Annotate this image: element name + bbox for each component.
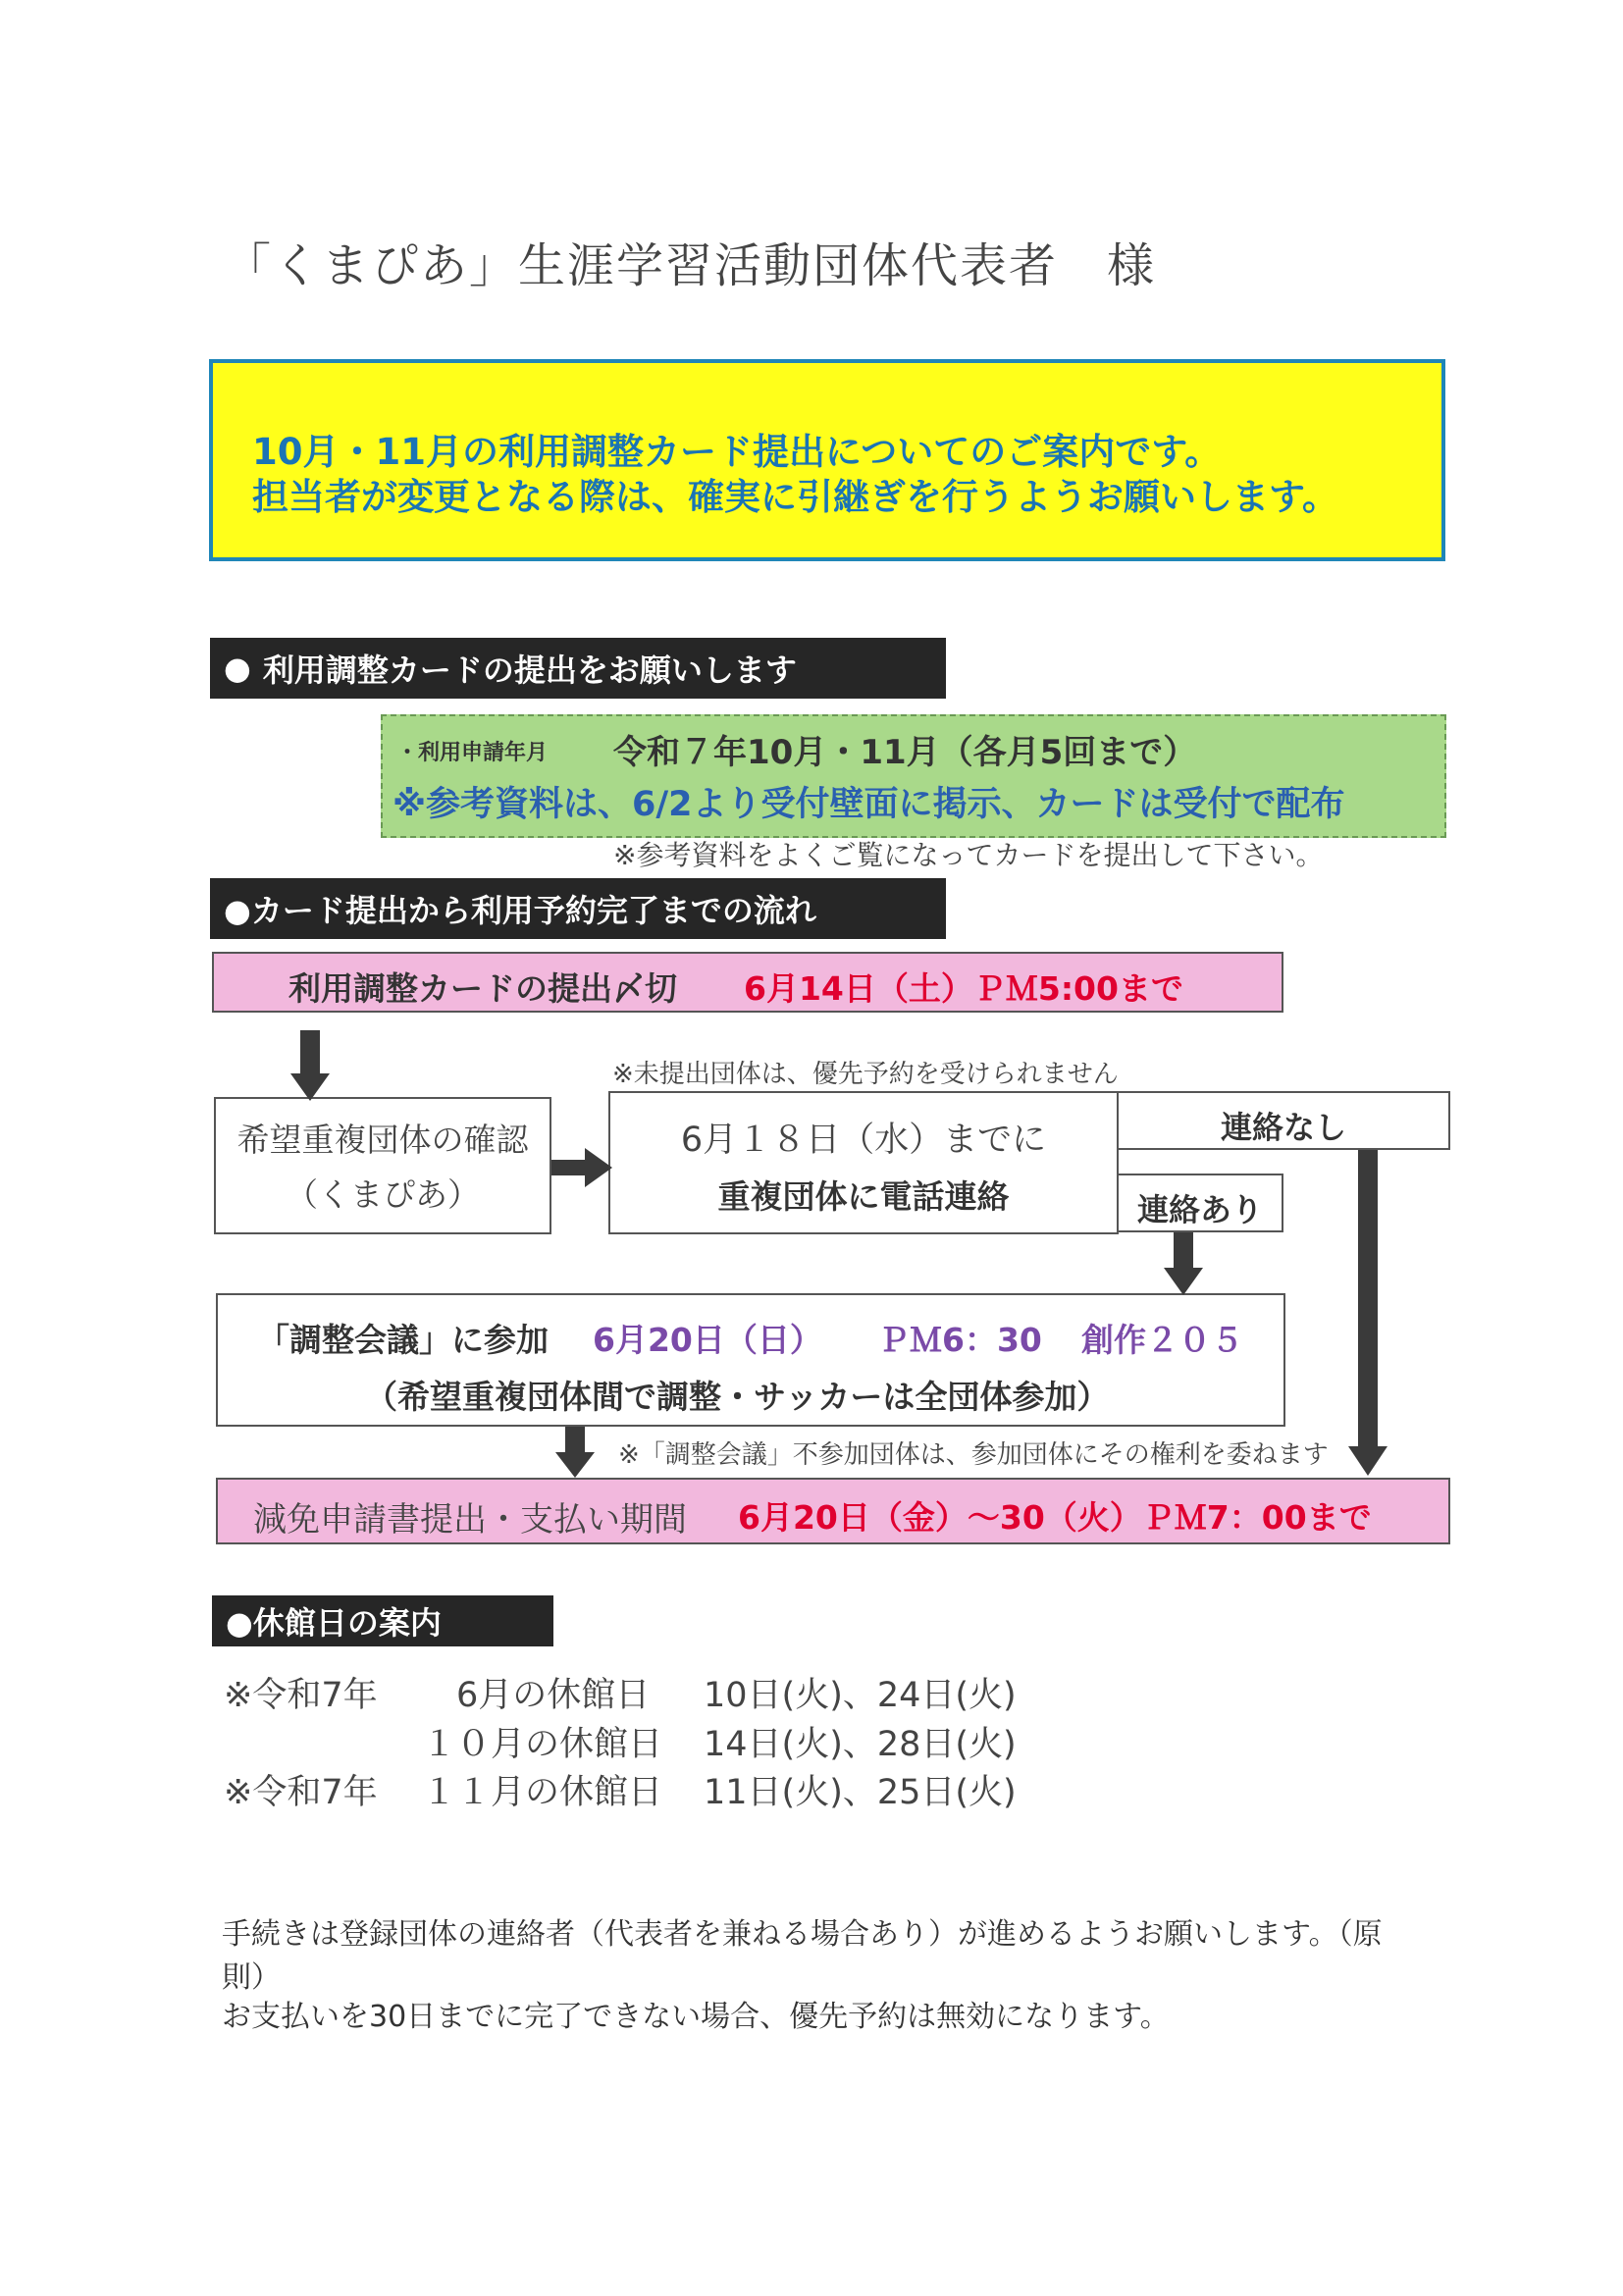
phone-contact-box [608,1091,1119,1234]
period-label: ・利用申請年月 [396,741,549,765]
closed-row-days: 14日(火)、28日(火) [704,1725,1017,1764]
closed-row-prefix: ※令和7年 [224,1676,378,1715]
unsubmitted-note: ※未提出団体は、優先予約を受けられません [612,1060,1119,1089]
period-value: 令和７年10月・11月（各月5回まで） [613,733,1197,772]
phone-contact-text: 重複団体に電話連絡 [717,1177,1010,1216]
section-header-closed-days: ●休館日の案内 [212,1595,553,1646]
section-title: 利用調整カードの提出をお願いします [262,652,797,689]
duplicate-check-subtitle: （くまぴあ） [286,1175,480,1214]
notice-box [209,359,1445,561]
payment-date: 6月20日（金）～30（火）ＰＭ7：00まで [738,1498,1372,1537]
deadline-label: 利用調整カードの提出〆切 [288,969,677,1008]
meeting-date: 6月20日（日） [593,1321,822,1359]
footnote-procedure: 手続きは登録団体の連絡者（代表者を兼ねる場合あり）が進めるようお願いします。（原 [222,1917,1383,1952]
section-header-flow: ●カード提出から利用予約完了までの流れ [210,878,946,939]
closed-row-month: 6月の休館日 [422,1676,651,1715]
addressee-heading: 「くまぴあ」生涯学習活動団体代表者 様 [224,238,1157,293]
meeting-time: ＰＭ6：30 [877,1321,1042,1359]
meeting-absence-note: ※「調整会議」不参加団体は、参加団体にその権利を委ねます [618,1440,1329,1470]
meeting-box [216,1293,1285,1427]
closed-row-prefix: ※令和7年 [224,1773,378,1812]
meeting-label: 「調整会議」に参加 [257,1321,549,1359]
deadline-date: 6月14日（土）ＰＭ5:00まで [744,969,1183,1008]
application-period-box [381,714,1446,838]
meeting-description: （希望重複団体間で調整・サッカーは全団体参加） [365,1378,1110,1416]
arrow-down-icon [290,1030,330,1105]
closed-row-month: １０月の休館日 [422,1725,663,1764]
reference-note: ※参考資料は、6/2より受付壁面に掲示、カードは受付で配布 [393,785,1345,824]
arrow-down-icon [1164,1232,1203,1297]
no-contact-label: 連絡なし [1220,1109,1346,1146]
section-header-card-submission [210,638,946,699]
closed-row-month: １１月の休館日 [422,1773,663,1812]
arrow-right-icon [551,1148,612,1187]
meeting-room: 創作２０５ [1081,1321,1243,1359]
duplicate-check-title: 希望重複団体の確認 [236,1121,529,1159]
contact-label: 連絡あり [1136,1191,1263,1228]
arrow-down-icon [555,1427,595,1480]
deadline-box [212,952,1283,1013]
footnote-payment: お支払いを30日までに完了できない場合、優先予約は無効になります。 [222,2000,1170,2034]
closed-row-days: 11日(火)、25日(火) [704,1773,1017,1812]
notice-line-2: 担当者が変更となる際は、確実に引継ぎを行うようお願いします。 [252,476,1339,518]
phone-contact-date: 6月１８日（水）までに [680,1121,1047,1160]
payment-label: 減免申請書提出・支払い期間 [253,1500,687,1539]
footnote-procedure-continued: 則） [222,1960,281,1995]
notice-line-1: 10月・11月の利用調整カード提出についてのご案内です。 [252,431,1222,473]
contact-box [1117,1174,1283,1232]
bullet-icon: ● [224,650,251,687]
no-contact-box [1117,1091,1450,1150]
payment-period-box [216,1478,1450,1544]
arrow-down-icon [1348,1150,1387,1478]
closed-row-days: 10日(火)、24日(火) [704,1676,1017,1715]
duplicate-check-box [214,1097,551,1234]
reference-sub-note: ※参考資料をよくご覧になってカードを提出して下さい。 [613,839,1324,871]
